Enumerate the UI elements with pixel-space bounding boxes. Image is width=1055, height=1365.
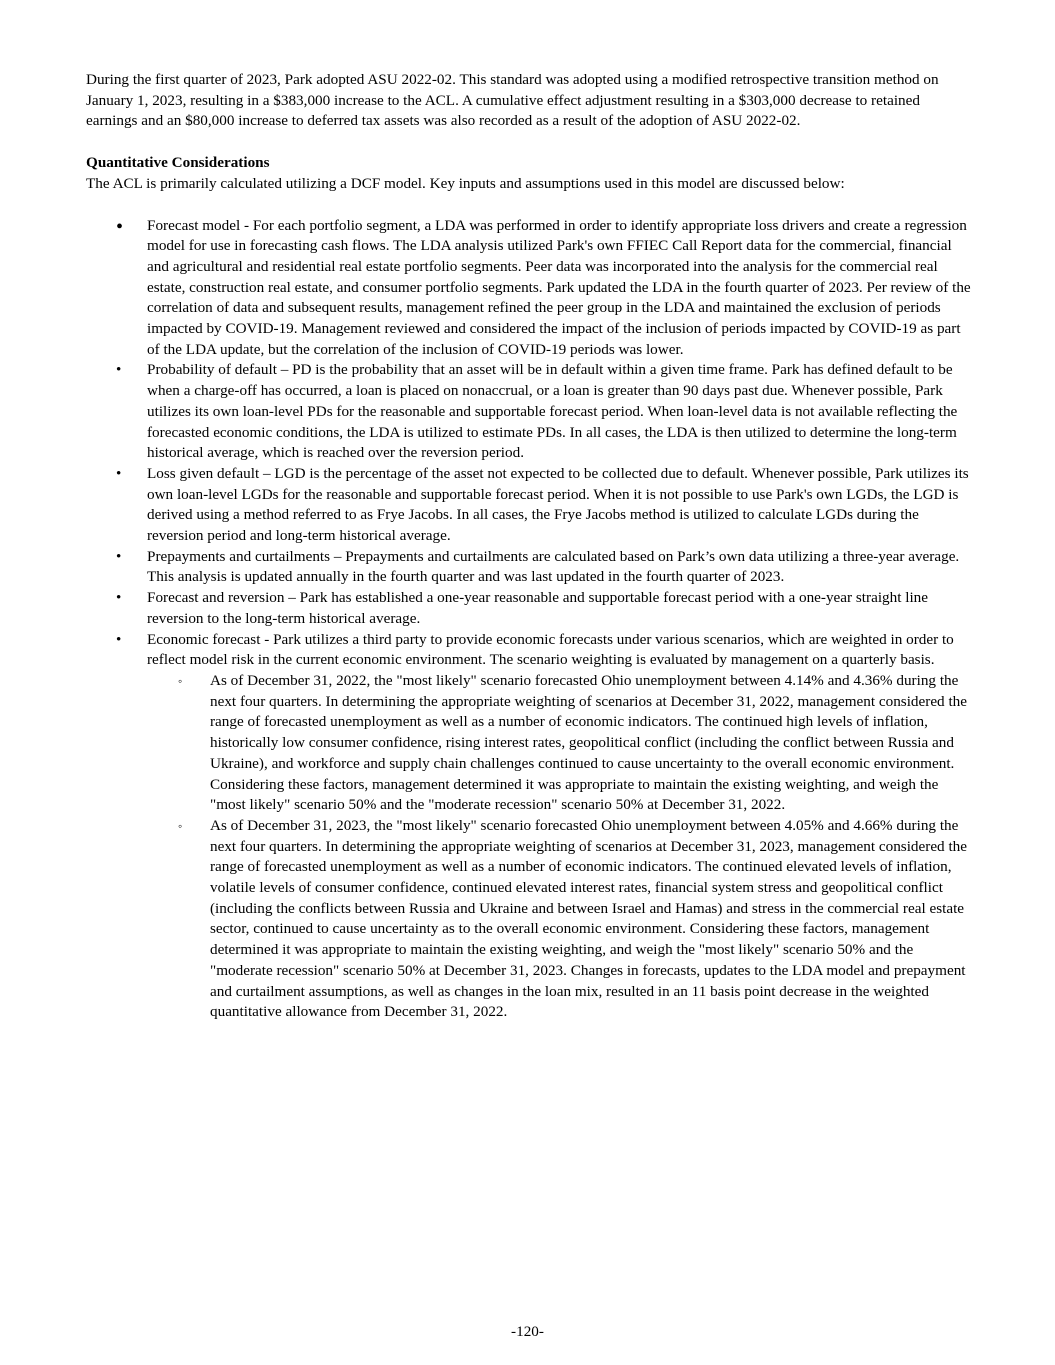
assumptions-list xyxy=(86,216,974,1023)
bullet-icon: • xyxy=(116,215,124,238)
list-item-text: Prepayments and curtailments – Prepayments and curtailments are calculated based on Park’s own data utilizing a three-year average. This analysis is updated annually in the fourth quarter and was last updated in the fourth quarter of 2023. xyxy=(147,547,960,586)
bullet-icon: • xyxy=(116,361,122,379)
sub-list-item-text: As of December 31, 2022, the "most likely" scenario forecasted Ohio unemployment between 4.14% and 4.36% during the next four quarters. In determining the appropriate weighting of scenarios at December 31, 2022, management considered the range of forecasted unemployment as well as a number of economic indicators. The continued high levels of inflation, historically low consumer confidence, rising interest rates, geopolitical conflict (including the conflict between Russia and Ukraine), and workforce and supply chain challenges continued to cause uncertainty to the overall economic environment. Considering these factors, management determined it was appropriate to maintain the existing weighting, and weigh the "most likely" scenario 50% and the "moderate recession" scenario 50% at December 31, 2022. xyxy=(210,671,968,814)
sub-list-item-text: As of December 31, 2023, the "most likely" scenario forecasted Ohio unemployment between 4.05% and 4.66% during the next four quarters. In determining the appropriate weighting of scenarios at December 31, 2023, management considered the range of forecasted unemployment as well as a number of economic indicators. The continued elevated levels of inflation, volatile levels of consumer confidence, continued elevated interest rates, financial system stress and geopolitical conflict (including the conflicts between Russia and Ukraine and between Israel and Hamas) and stress in the commercial real estate sector, continued to cause uncertainty as to the overall economic environment. Considering these factors, management determined it was appropriate to maintain the existing weighting, and weigh the "most likely" scenario 50% and the "moderate recession" scenario 50% at December 31, 2023. Changes in forecasts, updates to the LDA model and prepayment and curtailment assumptions, as well as changes in the loan mix, resulted in an 11 basis point decrease in the weighted quantitative allowance from December 31, 2022. xyxy=(210,816,968,1021)
list-item xyxy=(86,630,974,1023)
list-item-text: Forecast model - For each portfolio segment, a LDA was performed in order to identify appropriate loss drivers and create a regression model for use in forecasting cash flows. The LDA analysis utilized Park's own FFIEC Call Report data for the commercial, financial and agricultural and residential real estate portfolio segments. Peer data was incorporated into the analysis for the commercial real estate, construction real estate, and consumer portfolio segments. Park updated the LDA in the fourth quarter of 2023. Per review of the correlation of data and subsequent results, management refined the peer group in the LDA and maintained the exclusion of periods impacted by COVID-19. Management reviewed and considered the impact of the inclusion of periods impacted by COVID-19 as part of the LDA update, but the correlation of the inclusion of COVID-19 periods was lower. xyxy=(147,216,971,358)
list-item-text: Forecast and reversion – Park has established a one-year reasonable and supportable forecast period with a one-year straight line reversion to the long-term historical average. xyxy=(147,589,929,627)
circle-bullet-icon: ◦ xyxy=(178,818,183,833)
bullet-icon: • xyxy=(116,630,122,648)
list-item xyxy=(86,360,974,464)
list-item xyxy=(86,464,974,547)
bullet-icon: • xyxy=(116,547,122,565)
bullet-icon: • xyxy=(116,589,122,607)
page-number: -120- xyxy=(511,1323,544,1340)
bullet-icon: • xyxy=(116,464,122,482)
list-item-text: Probability of default – PD is the probability that an asset will be in default within a given time frame. Park has defined default to be when a charge-off has occurred, a loan is placed on nonaccrual, or a loan is greater than 90 days past due. Whenever possible, Park utilizes its own loan-level PDs for the reasonable and supportable forecast period. When loan-level data is not available reflecting the forecasted economic conditions, the LDA is utilized to estimate PDs. In all cases, the LDA is then utilized to determine the long-term historical average, which is reached over the reversion period. xyxy=(147,361,958,462)
section-heading: Quantitative Considerations xyxy=(86,154,270,172)
economic-forecast-sublist xyxy=(147,671,974,1023)
list-item-text: Loss given default – LGD is the percentage of the asset not expected to be collected due to default. Whenever possible, Park utilizes its own loan-level LGDs for the reasonable and supportable forecast period. When it is not possible to use Park's own LGDs, the LGD is derived using a method referred to as Frye Jacobs. In all cases, the Frye Jacobs method is utilized to calculate LGDs during the reversion period and long-term historical average. xyxy=(147,464,969,545)
list-item xyxy=(86,588,974,629)
list-item xyxy=(86,216,974,361)
list-item-text: Economic forecast - Park utilizes a third party to provide economic forecasts under various scenarios, which are weighted in order to reflect model risk in the current economic environment. The scenario weighting is evaluated by management on a quarterly basis. xyxy=(147,630,954,669)
intro-paragraph: During the first quarter of 2023, Park adopted ASU 2022-02. This standard was adopted using a modified retrospective transition method on January 1, 2023, resulting in a $383,000 increase to the ACL. A cumulative effect adjustment resulting in a $303,000 decrease to retained earnings and an $80,000 increase to deferred tax assets was also recorded as a result of the adoption of ASU 2022-02. xyxy=(86,71,939,130)
section-intro: The ACL is primarily calculated utilizing a DCF model. Key inputs and assumptions used in this model are discussed below: xyxy=(86,174,845,192)
document-page xyxy=(86,70,974,1023)
list-item xyxy=(86,547,974,588)
sub-list-item xyxy=(147,816,974,1023)
sub-list-item xyxy=(147,671,974,816)
circle-bullet-icon: ◦ xyxy=(178,673,183,688)
